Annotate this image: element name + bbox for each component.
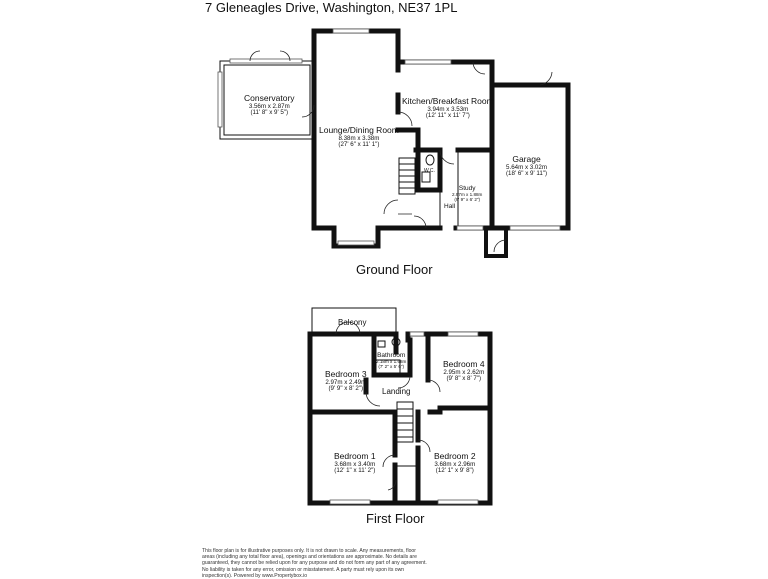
room-dims: 3.94m x 3.53m bbox=[427, 105, 469, 113]
room-bedroom-3 bbox=[325, 370, 367, 393]
room-study bbox=[452, 185, 482, 203]
room-name: Lounge/Dining Room bbox=[319, 125, 399, 135]
ground-floor-title: Ground Floor bbox=[356, 262, 433, 277]
room-name: Garage bbox=[512, 154, 541, 164]
room-dims: 2.18m x 1.68m bbox=[376, 359, 407, 365]
room-imperial: (11' 8" x 9' 5") bbox=[250, 109, 289, 117]
room-bathroom bbox=[376, 352, 406, 370]
landing-label: Landing bbox=[382, 387, 411, 396]
room-dims: 8.38m x 3.38m bbox=[338, 134, 380, 142]
room-imperial: (7' 2" x 5' 6") bbox=[378, 364, 405, 370]
room-bedroom-2 bbox=[434, 452, 476, 475]
wc-walls bbox=[418, 130, 440, 190]
hall-label: Hall bbox=[444, 203, 456, 210]
room-name: Kitchen/Breakfast Room bbox=[402, 96, 494, 106]
ground-doors bbox=[250, 51, 552, 252]
room-bedroom-4 bbox=[443, 360, 485, 383]
room-dims: 3.68m x 2.96m bbox=[434, 460, 476, 468]
disclaimer bbox=[202, 548, 562, 579]
room-name: Conservatory bbox=[244, 93, 295, 103]
room-dims: 2.97m x 2.49m bbox=[325, 378, 367, 386]
room-name: Bedroom 4 bbox=[443, 359, 485, 369]
room-conservatory bbox=[244, 94, 295, 117]
disclaimer-line: This floor plan is for illustrative purposes only. It is not drawn to scale. Any measurements, floor bbox=[202, 548, 416, 554]
room-imperial: (12' 1" x 9' 8") bbox=[435, 467, 474, 475]
room-dims: 2.95m x 2.62m bbox=[443, 368, 485, 376]
ground-stairs bbox=[399, 158, 415, 194]
room-name: Bathroom bbox=[377, 352, 406, 359]
room-imperial: (12' 1" x 11' 2") bbox=[334, 467, 376, 475]
wc-label: W.C. bbox=[424, 168, 435, 174]
room-bedroom-1 bbox=[334, 452, 376, 475]
room-imperial: (12' 11" x 11' 7") bbox=[425, 112, 470, 120]
room-imperial: (9' 8" x 8' 7") bbox=[446, 375, 482, 383]
disclaimer-line: guaranteed, they cannot be relied upon for any purpose and do not form any part of any agreement. bbox=[202, 560, 427, 567]
room-lounge-dining bbox=[319, 126, 399, 149]
room-dims: 3.68m x 3.40m bbox=[334, 460, 376, 468]
room-imperial: (18' 6" x 9' 11") bbox=[506, 170, 548, 178]
property-address: 7 Gleneagles Drive, Washington, NE37 1PL bbox=[205, 0, 458, 15]
disclaimer-line: inspection(s). Powered by www.Propertybox.io bbox=[202, 572, 308, 579]
first-stairs bbox=[397, 402, 416, 501]
first-floor-title: First Floor bbox=[366, 511, 425, 526]
room-garage bbox=[506, 155, 547, 178]
room-dims: 3.56m x 2.87m bbox=[248, 102, 290, 110]
room-name: Study bbox=[458, 185, 476, 192]
disclaimer-line: No liability is taken for any error, omission or misstatement. A party must rely upon its own bbox=[202, 566, 405, 573]
room-name: Bedroom 3 bbox=[325, 369, 367, 379]
room-imperial: (9' 9" x 6' 2") bbox=[454, 197, 481, 203]
disclaimer-line: areas (including any total floor area), openings and orientations are approximate. No details are bbox=[202, 554, 417, 561]
room-imperial: (9' 9" x 8' 2") bbox=[328, 385, 364, 393]
room-dims: 5.64m x 3.02m bbox=[506, 163, 547, 171]
room-kitchen bbox=[402, 97, 494, 120]
room-name: Bedroom 2 bbox=[434, 451, 476, 461]
bay-window-glass bbox=[338, 241, 374, 245]
room-name: Bedroom 1 bbox=[334, 451, 376, 461]
balcony-label: Balcony bbox=[338, 318, 367, 327]
room-imperial: (27' 6" x 11' 1") bbox=[338, 141, 380, 149]
room-dims: 2.97m x 1.88m bbox=[452, 192, 483, 198]
